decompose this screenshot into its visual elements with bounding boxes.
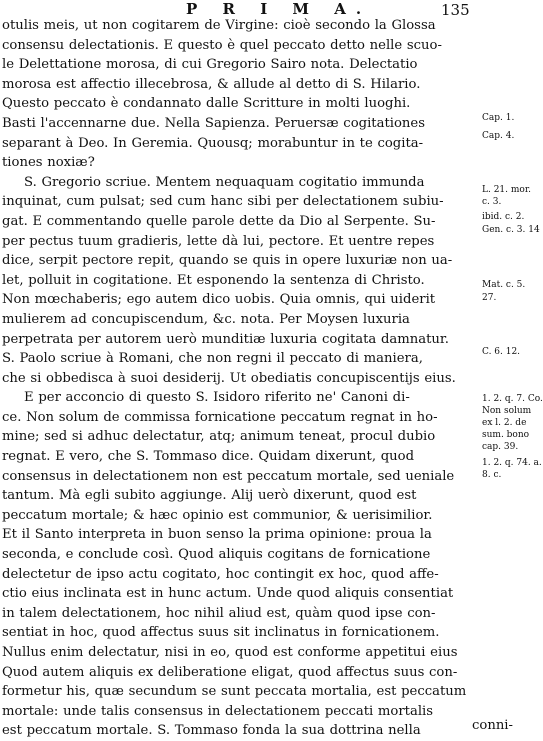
text-line: E per acconcio di questo S. Isidoro riferito ne' Canoni di-: [24, 390, 410, 406]
margin-note: cap. 39.: [482, 442, 519, 452]
text-line: Et il Santo interpreta in buon senso la prima opinione: proua la: [2, 527, 432, 543]
margin-note: sum. bono: [482, 430, 530, 440]
text-line: separant à Deo. In Geremia. Quousq; morabuntur in te cogita-: [2, 135, 424, 151]
margin-note: 8. c.: [482, 470, 502, 480]
text-line: S. Gregorio scriue. Mentem nequaquam cogitatio immunda: [24, 174, 425, 190]
margin-note: Mat. c. 5.: [482, 280, 526, 290]
margin-note: ex l. 2. de: [482, 418, 527, 428]
text-line: le Delettatione morosa, di cui Gregorio Sairo nota. Delectatio: [2, 57, 418, 73]
body-text: [2, 16, 467, 741]
running-head: P R I M A.: [186, 0, 372, 18]
text-line: perpetrata per autorem uerò munditiæ luxuria cogitata damnatur.: [2, 331, 449, 347]
text-line: gat. E commentando quelle parole dette da Dio al Serpente. Su-: [2, 213, 436, 229]
text-line: Nullus enim delectatur, nisi in eo, quod est conforme appetitui eius: [2, 645, 458, 660]
page-number: 135: [441, 1, 470, 19]
text-line: mortale: unde talis consensus in delectationem peccati mortalis: [2, 703, 434, 719]
text-line: consensu delectationis. E questo è quel peccato detto nelle scuo-: [2, 37, 442, 53]
text-line: che si obbedisca à suoi desiderij. Ut obediatis concupiscentijs eius.: [2, 370, 456, 386]
text-line: est peccatum mortale. S. Tommaso fonda la sua dottrina nella: [2, 723, 421, 739]
text-line: per pectus tuum gradieris, lette dà lui, pectore. Et uentre repes: [2, 233, 435, 249]
text-line: delectetur de ipso actu cogitato, hoc contingit ex hoc, quod affe-: [2, 566, 439, 582]
margin-note: 1. 2. q. 7. Co.: [482, 394, 543, 404]
margin-note: 27.: [482, 293, 497, 303]
text-line: morosa est affectio illecebrosa, & allude al detto di S. Hilario.: [2, 76, 421, 92]
text-line: S. Paolo scriue à Romani, che non regni il peccato di maniera,: [2, 351, 423, 367]
text-line: in talem delectationem, hoc nihil aliud est, quàm quod ipse con-: [2, 605, 436, 621]
text-line: tiones noxiæ?: [2, 155, 95, 171]
text-line: sentiat in hoc, quod affectus suus sit inclinatus in fornicationem.: [2, 625, 440, 641]
text-line: let, polluit in cogitatione. Et esponendo la sentenza di Christo.: [2, 272, 425, 288]
text-line: seconda, e conclude così. Quod aliquis cogitans de fornicatione: [2, 547, 431, 563]
text-line: regnat. E vero, che S. Tommaso dice. Quidam dixerunt, quod: [2, 449, 415, 465]
text-line: Questo peccato è condannato dalle Scritture in molti luoghi.: [2, 96, 411, 112]
text-line: tantum. Mà egli subito aggiunge. Alij uerò dixerunt, quod est: [2, 488, 417, 504]
margin-note: Cap. 1.: [482, 113, 515, 123]
text-line: otulis meis, ut non cogitarem de Virgine: cioè secondo la Glossa: [2, 18, 436, 33]
text-line: mine; sed si adhuc delectatur, atq; animum teneat, procul dubio: [2, 429, 436, 445]
text-line: ctio eius inclinata est in hunc actum. Unde quod aliquis consentiat: [2, 586, 454, 602]
text-line: Quod autem aliquis ex deliberatione eligat, quod affectus suus con-: [2, 664, 458, 680]
catchword: conni-: [472, 718, 513, 733]
margin-note: Cap. 4.: [482, 131, 515, 141]
margin-note: Non solum: [482, 406, 532, 416]
text-line: Basti l'accennarne due. Nella Sapienza. Peruersæ cogitationes: [2, 115, 425, 131]
margin-note: Gen. c. 3. 14: [482, 225, 540, 235]
margin-note: 1. 2. q. 74. a.: [482, 458, 542, 468]
text-line: ce. Non solum de commissa fornicatione peccatum regnat in ho-: [2, 409, 438, 425]
text-line: inquinat, cum pulsat; sed cum hanc sibi per delectationem subiu-: [2, 194, 444, 210]
text-line: formetur his, quæ secundum se sunt peccata mortalia, est peccatum: [2, 684, 467, 700]
text-line: mulierem ad concupiscendum, &c. nota. Per Moysen luxuria: [2, 311, 410, 327]
margin-note: C. 6. 12.: [482, 347, 521, 357]
text-line: dice, serpit pectore repit, quando se quis in opere luxuriæ non ua-: [2, 253, 453, 269]
text-line: peccatum mortale; & hæc opinio est communior, & uerisimilior.: [2, 507, 433, 523]
margin-note: L. 21. mor.: [482, 185, 531, 195]
margin-note: c. 3.: [482, 197, 502, 207]
text-line: consensus in delectationem non est peccatum mortale, sed ueniale: [2, 468, 455, 484]
margin-note: ibid. c. 2.: [482, 212, 525, 222]
text-line: Non mœchaberis; ego autem dico uobis. Quia omnis, qui uiderit: [2, 292, 436, 308]
